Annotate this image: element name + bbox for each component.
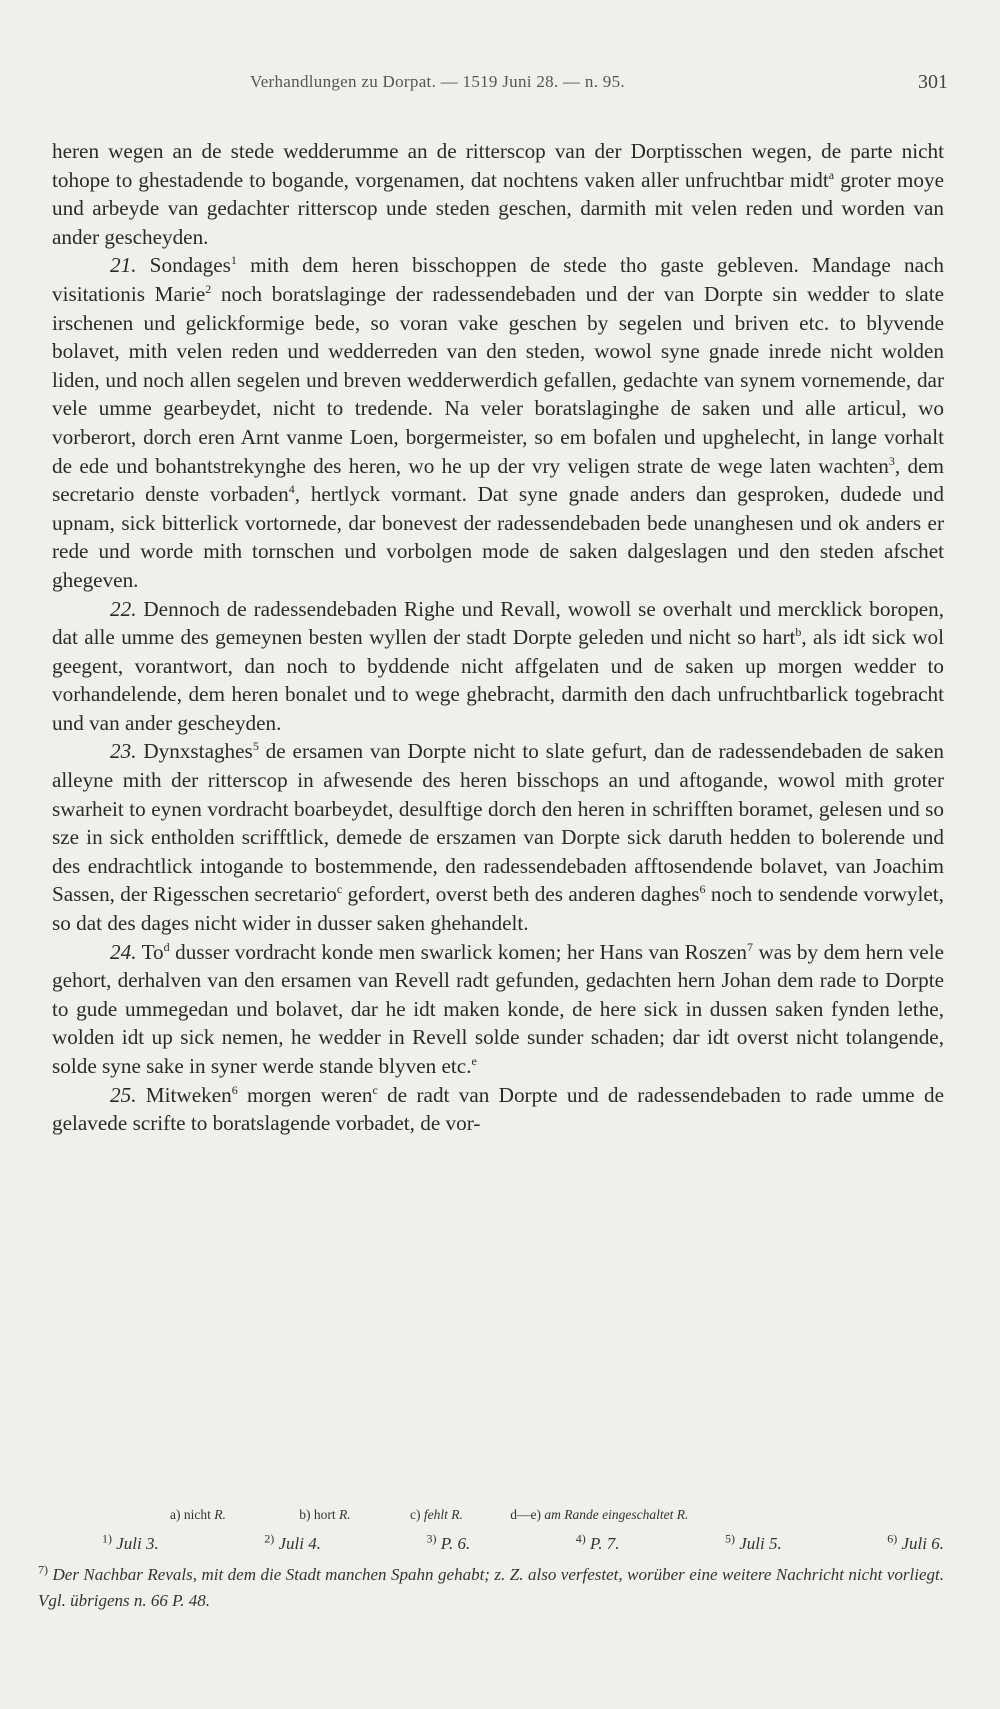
paragraph-21: 21. Sondages$^1$ mith dem heren bisschoppen de stede tho gaste gebleven. Mandage nach visitationis Marie$^2$ noch boratslaginge der radessendebaden und der van Dorpte sin wedder to slate irschenen und gelickformige bede, so voran vake geschen by segelen und briven etc. to blyvende bolavet, mith velen reden und wedderreden van den steden, wowol syne gnade inrede nicht wolden liden, und noch allen segelen und breven wedderwerdich gefallen, gedachte van synem vornemende, dar vele umme gearbeydet, nicht to tredende. Na veler boratslaginghe de saken und alle articul, wo vorberort, dorch eren Arnt vanme Loen, borgermeister, so em bofalen und upghelecht, in lange vorhalt de ede und bohantstrekynghe des heren, wo he up der vry veligen strate de wege laten wachten$^3$, dem secretario denste vorbaden$^4$, hertlyck vormant. Dat syne gnade anders dan gesproken, dudede und upnam, sick bitterlick vortornede, dar bonevest der radessendebaden bede unanghesen und ok anders er rede und worde mith tornschen und vorbolgen mode de saken dalgeslagen und den steden afschet ghegeven. xyxy=(52,253,944,592)
footnote-a: a) nicht R. xyxy=(170,1507,226,1522)
section-number: 25. xyxy=(110,1082,137,1107)
page-header xyxy=(0,72,1000,102)
section-number: 21. xyxy=(110,253,137,278)
paragraph-continued: heren wegen an de stede wedderumme an de ritterscop van der Dorptisschen wegen, de parte nicht tohope to ghestadende to bogande, vorgenamen, dat nochtens vaken aller unfruchtbar midt$^a$ groter moye und arbeyde van gedachter ritterscop unde steden geschen, darmith mit velen reden und worden van ander gescheyden. xyxy=(52,139,944,249)
paragraph-24: 24. To$^d$ dusser vordracht konde men swarlick komen; her Hans van Roszen$^7$ was by dem hern vele gehort, derhalven van den ersamen van Revell radt gefunden, gedachten hern Johan dem rade to Dorpte to gude ummegedan und bolavet, dar he idt maken konde, de here sick in dussen saken fynden lethe, wolden idt up sick nemen, he wedder in Revell solde sunder schaden; dar idt overst nicht tolangende, solde syne sake in syner werde stande blyven etc.$^e$ xyxy=(52,939,944,1078)
main-text xyxy=(52,137,944,1138)
footnote-1: $^{1)}$ Juli 3. xyxy=(102,1531,159,1553)
section-number: 22. xyxy=(110,596,137,621)
paragraph-25: 25. Mitweken$^6$ morgen weren$^c$ de radt van Dorpte und de radessendebaden to rade umme de gelavede scrifte to boratslagende vorbadet, de vor- xyxy=(52,1082,944,1136)
footnote-b: b) hort R. xyxy=(299,1507,351,1522)
footnote-c: c) fehlt R. xyxy=(410,1507,463,1522)
section-number: 24. xyxy=(110,939,137,964)
footnote-2: $^{2)}$ Juli 4. xyxy=(264,1531,322,1553)
paragraph-23: 23. Dynxstaghes$^5$ de ersamen van Dorpte nicht to slate gefurt, dan de radessendebaden de saken alleyne mith der ritterscop in afwesende des heren bisschops an und aftogande, wowol mith groter swarheit to eynen vordracht boarbeydet, desulftige dorch den heren in schrifften boramet, gelesen und so sze in sick entholden scrifftlick, demede de erszamen van Dorpte sick daruth hedden to bolerende und des endrachtlick intogande to bostemmende, den radessendebaden afftosendende bolavet, van Joachim Sassen, der Rigesschen secretario$^c$ gefordert, overst beth des anderen daghes$^6$ noch to sendende vorwylet, so dat des dages nicht wider in dusser saken ghehandelt. xyxy=(52,739,944,936)
page-number: 301 xyxy=(918,71,948,93)
date-footnotes xyxy=(52,1531,944,1554)
running-title: Verhandlungen zu Dorpat. — 1519 Juni 28. — n. 95. xyxy=(250,72,625,91)
footnote-7: $^{7)}$ Der Nachbar Revals, mit dem die Stadt manchen Spahn gehabt; z. Z. also verfestet, worüber eine weitere Nachricht nicht vorliegt. Vgl. übrigens n. 66 P. 48. xyxy=(38,1562,945,1610)
footnote-5: $^{5)}$ Juli 5. xyxy=(724,1531,782,1553)
footnote-d-e: d—e) am Rande eingeschaltet R. xyxy=(510,1507,689,1522)
footnote-4: $^{4)}$ P. 7. xyxy=(575,1531,620,1553)
footnote-3: $^{3)}$ P. 6. xyxy=(426,1531,471,1553)
section-number: 23. xyxy=(110,739,137,764)
paragraph-22: 22. Dennoch de radessendebaden Righe und Revall, wowoll se overhalt und mercklick boropen, dat alle umme des gemeynen besten wyllen der stadt Dorpte geleden und nicht so hart$^b$, als idt sick wol geegent, vorantwort, dan noch to byddende nicht affgelaten und de saken up morgen wedder to vorhandelende, dem heren bonalet und to wege ghebracht, darmith den dach unfruchtbarlick togebracht und van ander gescheyden. xyxy=(52,596,944,735)
footnote-6: $^{6)}$ Juli 6. xyxy=(887,1531,944,1553)
textual-footnotes xyxy=(52,1507,944,1523)
